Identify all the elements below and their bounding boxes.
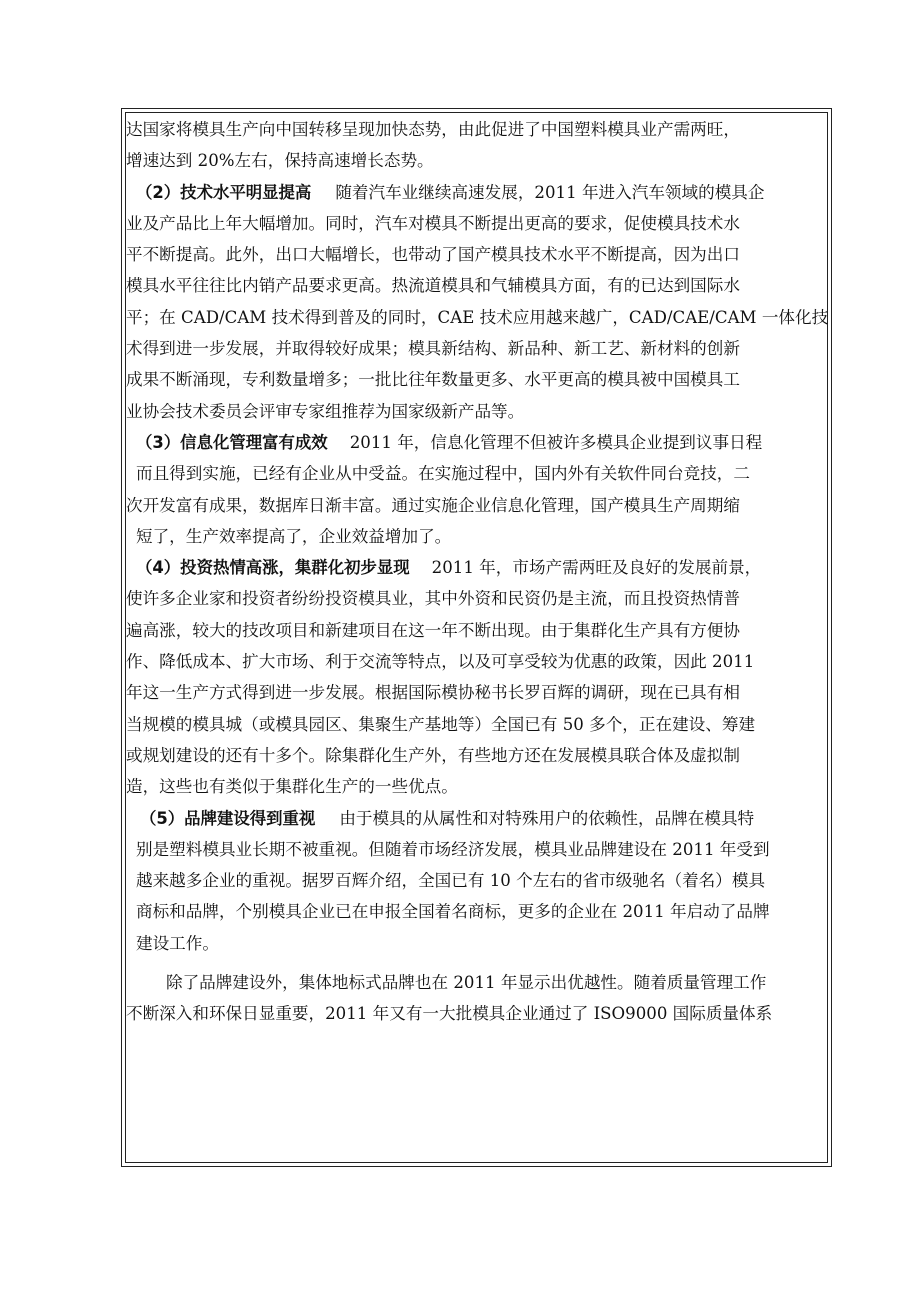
section-2-first-line <box>126 177 828 208</box>
section-5-line-2: 别是塑料模具业长期不被重视。但随着市场经济发展，模具业品牌建设在 2011 年受到 <box>136 839 770 859</box>
section-3-line-1: 2011 年，信息化管理不但被许多模具企业提到议事日程 <box>349 432 763 452</box>
section-4-line-4: 作、降低成本、扩大市场、利于交流等特点，以及可享受较为优惠的政策，因此 2011 <box>126 652 755 672</box>
section-3-line-4: 短了，生产效率提高了，企业效益增加了。 <box>136 526 452 546</box>
closing-line-2: 不断深入和环保日显重要，2011 年又有一大批模具企业通过了 ISO9000 国际质量体系 <box>126 1004 773 1024</box>
section-4-line-2: 使许多企业家和投资者纷纷投资模具业，其中外资和民资仍是主流，而且投资热情普 <box>126 589 740 609</box>
section-2-line-6: 术得到进一步发展，并取得较好成果；模具新结构、新品种、新工艺、新材料的创新 <box>126 339 740 359</box>
section-4-line-1: 2011 年，市场产需两旺及良好的发展前景， <box>431 558 762 578</box>
section-3-heading: （3）信息化管理富有成效 <box>136 432 328 452</box>
section-4-line-8: 造，这些也有类似于集群化生产的一些优点。 <box>126 777 458 797</box>
intro-line-1: 达国家将模具生产向中国转移呈现加快态势，由此促进了中国塑料模具业产需两旺， <box>126 120 740 139</box>
section-2-line-7: 成果不断涌现，专利数量增多；一批比往年数量更多、水平更高的模具被中国模具工 <box>126 370 740 390</box>
section-5-line-3: 越来越多企业的重视。据罗百辉介绍，全国已有 10 个左右的省市级驰名（着名）模具 <box>136 871 766 891</box>
section-2-line-8: 业协会技术委员会评审专家组推荐为国家级新产品等。 <box>126 401 525 421</box>
section-5-heading: （5）品牌建设得到重视 <box>140 808 316 828</box>
section-3-line-3: 次开发富有成果，数据库日渐丰富。通过实施企业信息化管理，国产模具生产周期缩 <box>126 495 740 515</box>
section-4-line-7: 或规划建设的还有十多个。除集群化生产外，有些地方还在发展模具联合体及虚拟制 <box>126 745 740 765</box>
section-2-line-2: 业及产品比上年大幅增加。同时，汽车对模具不断提出更高的要求，促使模具技术水 <box>126 213 740 233</box>
section-4-first-line <box>126 552 828 583</box>
section-2-line-1: 随着汽车业继续高速发展，2011 年进入汽车领域的模具企 <box>335 182 765 202</box>
section-5-first-line <box>126 803 828 834</box>
section-3-line-2: 而且得到实施，已经有企业从中受益。在实施过程中，国内外有关软件同台竞技，二 <box>136 464 750 484</box>
section-4-heading: （4）投资热情高涨，集群化初步显现 <box>136 558 410 578</box>
section-5-line-4: 商标和品牌，个别模具企业已在申报全国着名商标，更多的企业在 2011 年启动了品牌 <box>136 902 770 922</box>
section-4-line-3: 遍高涨，较大的技改项目和新建项目在这一年不断出现。由于集群化生产具有方便协 <box>126 620 740 640</box>
section-4-line-6: 当规模的模具城（或模具园区、集聚生产基地等）全国已有 50 多个，正在建设、筹建 <box>126 714 756 734</box>
section-3-first-line <box>126 427 828 458</box>
section-5-line-5: 建设工作。 <box>136 933 219 953</box>
section-2-line-5: 平；在 CAD/CAM 技术得到普及的同时，CAE 技术应用越来越广，CAD/CAE/CAM 一体化技 <box>126 307 828 327</box>
section-2-heading: （2）技术水平明显提高 <box>136 182 312 202</box>
intro-line-2: 增速达到 20%左右，保持高速增长态势。 <box>126 151 434 171</box>
closing-line-1: 除了品牌建设外，集体地标式品牌也在 2011 年显示出优越性。随着质量管理工作 <box>166 973 767 993</box>
section-4-line-5: 年这一生产方式得到进一步发展。根据国际模协秘书长罗百辉的调研，现在已具有相 <box>126 683 740 703</box>
section-5-line-1: 由于模具的从属性和对特殊用户的依赖性，品牌在模具特 <box>339 808 755 828</box>
section-2-line-3: 平不断提高。此外，出口大幅增长，也带动了国产模具技术水平不断提高，因为出口 <box>126 245 740 265</box>
document-body <box>126 114 828 1030</box>
section-2-line-4: 模具水平往往比内销产品要求更高。热流道模具和气辅模具方面，有的已达到国际水 <box>126 276 740 296</box>
